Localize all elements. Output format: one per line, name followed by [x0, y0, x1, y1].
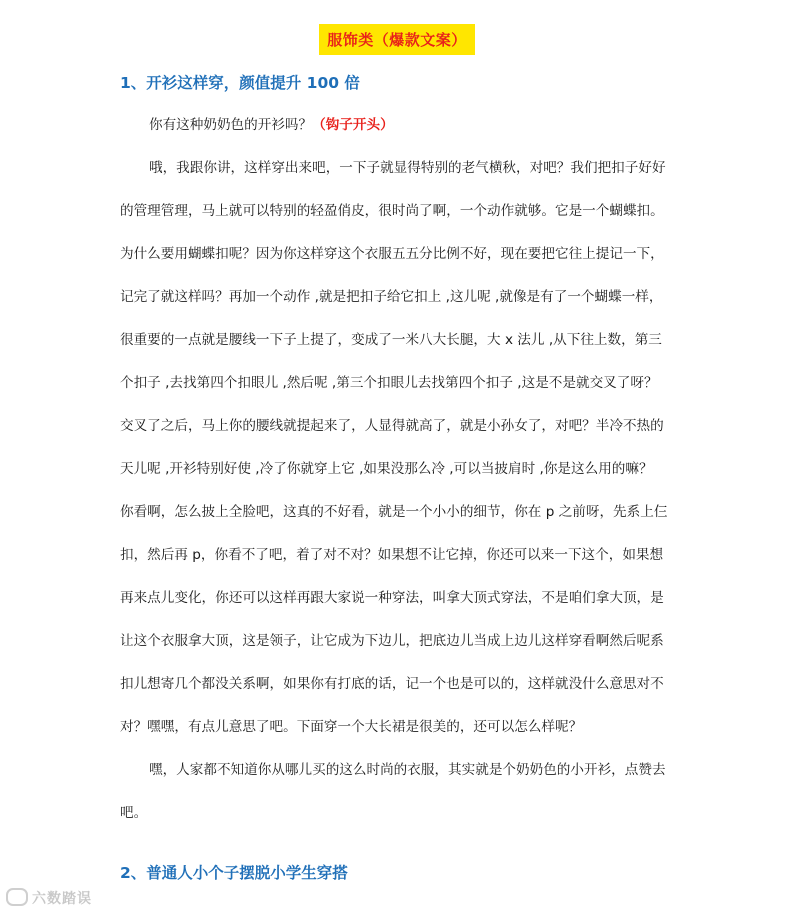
watermark-text: 六数踏误 — [32, 891, 92, 907]
body-line: 记完了就这样吗？再加一个动作 ,就是把扣子给它扣上 ,这儿呢 ,就像是有了一个蝴蝶一样， — [120, 289, 663, 305]
body-line: 扣，然后再 p，你看不了吧，着了对不对？如果想不让它掉，你还可以来一下这个，如果想 — [120, 547, 664, 563]
section-1-heading: 1、开衫这样穿，颜值提升 100 倍 — [120, 74, 360, 92]
body-line: 为什么要用蝴蝶扣呢？因为你这样穿这个衣服五五分比例不好，现在要把它往上提记一下， — [120, 246, 664, 262]
body-line: 哦，我跟你讲，这样穿出来吧，一下子就显得特别的老气横秋，对吧？我们把扣子好好 — [149, 160, 666, 176]
closing-line: 吧。 — [120, 805, 148, 821]
body-line: 交叉了之后，马上你的腰线就提起来了，人显得就高了，就是小孙女了，对吧？半冷不热的 — [120, 418, 664, 434]
body-line: 让这个衣服拿大顶，这是领子，让它成为下边儿，把底边儿当成上边儿这样穿看啊然后呢系 — [120, 633, 664, 649]
body-line: 的管理管理，马上就可以特别的轻盈俏皮，很时尚了啊，一个动作就够。它是一个蝴蝶扣。 — [120, 203, 664, 219]
section-2-heading: 2、普通人小个子摆脱小学生穿搭 — [120, 864, 348, 882]
document-title — [0, 24, 794, 55]
document-title-text: 服饰类（爆款文案） — [319, 24, 475, 55]
watermark — [6, 888, 92, 908]
watermark-logo-icon — [6, 888, 28, 906]
body-line: 很重要的一点就是腰线一下子上提了，变成了一米八大长腿，大 x 法儿 ,从下往上数，第三 — [120, 332, 662, 348]
intro-question: 你有这种奶奶色的开衫吗？ — [149, 117, 313, 133]
section-1-intro-paragraph — [149, 113, 394, 133]
body-line: 对？嘿嘿，有点儿意思了吧。下面穿一个大长裙是很美的，还可以怎么样呢？ — [120, 719, 583, 735]
hook-label: （钩子开头） — [312, 117, 394, 133]
closing-line: 嘿，人家都不知道你从哪儿买的这么时尚的衣服，其实就是个奶奶色的小开衫，点赞去 — [149, 762, 666, 778]
body-line: 再来点儿变化，你还可以这样再跟大家说一种穿法，叫拿大顶式穿法，不是咱们拿大顶，是 — [120, 590, 664, 606]
body-line: 个扣子 ,去找第四个扣眼儿 ,然后呢 ,第三个扣眼儿去找第四个扣子 ,这是不是就交叉了呀？ — [120, 375, 658, 391]
body-line: 你看啊，怎么披上全脸吧，这真的不好看，就是一个小小的细节，你在 p 之前呀，先系上仨 — [120, 504, 668, 520]
body-line: 天儿呢 ,开衫特别好使 ,冷了你就穿上它 ,如果没那么冷 ,可以当披肩时 ,你是这么用的嘛？ — [120, 461, 653, 477]
body-line: 扣儿想寄几个都没关系啊，如果你有打底的话，记一个也是可以的，这样就没什么意思对不 — [120, 676, 664, 692]
